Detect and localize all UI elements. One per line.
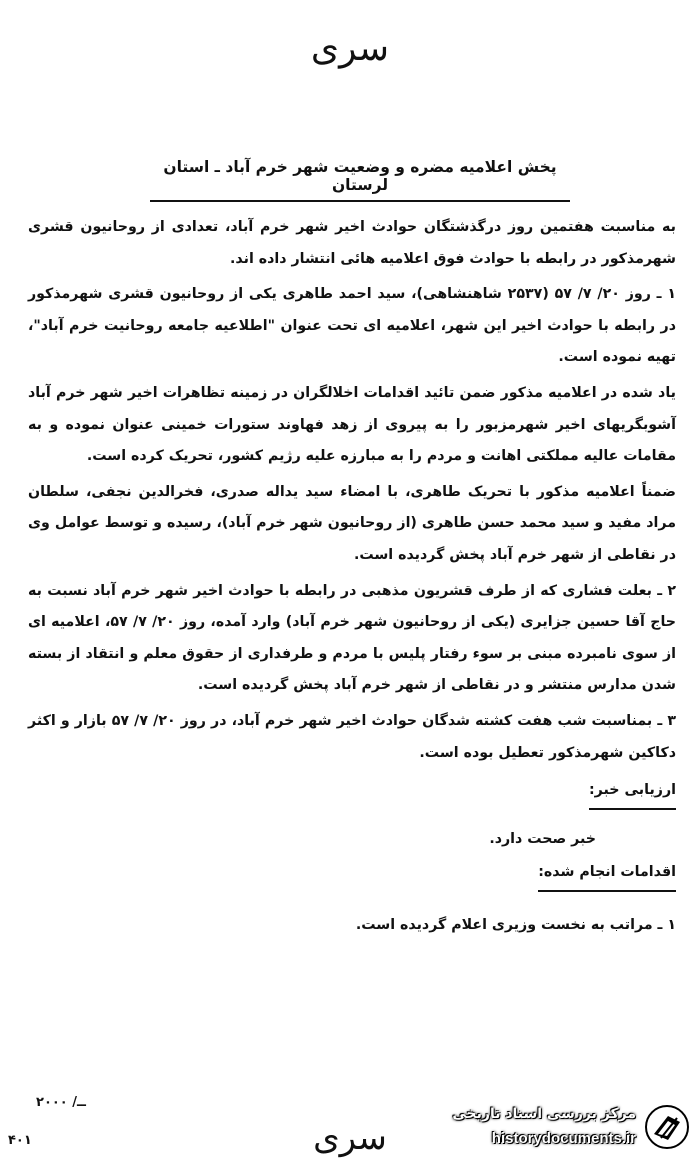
watermark-url: historydocuments.ir bbox=[491, 1130, 636, 1147]
document-title: پخش اعلامیه مضره و وضعیت شهر خرم آباد ـ استان لرستان bbox=[150, 158, 570, 202]
item-paragraph-1: ۱ ـ روز ۲۰/ ۷/ ۵۷ (۲۵۳۷ شاهنشاهی)، سید احمد طاهری یکی از روحانیون قشری شهرمذکور در رابطه با حوادث اخیر این شهر، اعلامیه ای تحت عنوان "اطلاعیه جامعه روحانیت خرم آباد"، تهیه نموده است. bbox=[28, 286, 676, 366]
item-paragraph-5: ۳ ـ بمناسبت شب هفت کشته شدگان حوادث اخیر شهر خرم آباد، در روز ۲۰/ ۷/ ۵۷ بازار و اکثر دکاکین شهرمذکور تعطیل بوده است. bbox=[28, 712, 676, 761]
classification-bottom: سری bbox=[313, 1118, 387, 1158]
reference-number: ۲ــ/ ۰۰۰ bbox=[36, 1095, 86, 1110]
action-item-1: ۱ ـ مراتب به نخست وزیری اعلام گردیده است. bbox=[355, 916, 676, 933]
classification-top: سری bbox=[310, 28, 390, 69]
evaluation-heading: ارزیابی خبر: bbox=[589, 775, 676, 810]
intro-paragraph: به مناسبت هفتمین روز درگذشتگان حوادث اخیر شهر خرم آباد، تعدادی از روحانیون قشری شهرمذکور در رابطه با حوادث فوق اعلامیه هائی انتشار داده اند. bbox=[28, 219, 676, 267]
edge-mark: ۴۰۱ bbox=[8, 1133, 32, 1148]
item-paragraph-3: ضمناً اعلامیه مذکور با تحریک طاهری، با امضاء سید یداله صدری، فخرالدین نجفی، سلطان مراد مفید و سید محمد حسن طاهری (از روحانیون شهر خرم آباد)، رسیده و توسط عوامل وی در نقاطی از شهر خرم آباد پخش گردیده است. bbox=[28, 483, 676, 563]
archive-watermark bbox=[452, 1100, 694, 1160]
item-paragraph-2: یاد شده در اعلامیه مذکور ضمن تائید اقدامات اخلالگران در زمینه تظاهرات اخیر شهر خرم آباد آشوبگریهای اخیر شهرمزبور را به پیروی از زهد فهاوند ستورات خمینی عنوان نموده و به مقامات عالیه مملکتی اهانت و مردم را به مبارزه علیه رژیم کشور، تحریک کرده است. bbox=[28, 384, 676, 465]
archive-logo-icon bbox=[644, 1104, 690, 1150]
evaluation-heading-row bbox=[28, 773, 676, 810]
item-paragraph-4: ۲ ـ بعلت فشاری که از طرف قشریون مذهبی در رابطه با حوادث اخیر شهر خرم آباد نسبت به حاج آقا حسین جزایری (یکی از روحانیون شهر خرم آباد) وارد آمده، روز ۲۰/ ۷/ ۵۷، اعلامیه ای از سوی نامبرده مبنی بر سوء رفتار پلیس با مردم و طرفداری از حقوق معلم و انتقاد از بسته شدن مدارس منتشر و در نقاطی از شهر خرم آباد پخش گردیده است. bbox=[28, 582, 676, 694]
actions-heading-row bbox=[28, 855, 676, 892]
actions-heading: اقدامات انجام شده: bbox=[538, 857, 676, 892]
watermark-name: مرکز بررسی اسناد تاریخی bbox=[452, 1106, 636, 1122]
evaluation-text: خبر صحت دارد. bbox=[489, 830, 596, 847]
document-body bbox=[28, 212, 676, 941]
